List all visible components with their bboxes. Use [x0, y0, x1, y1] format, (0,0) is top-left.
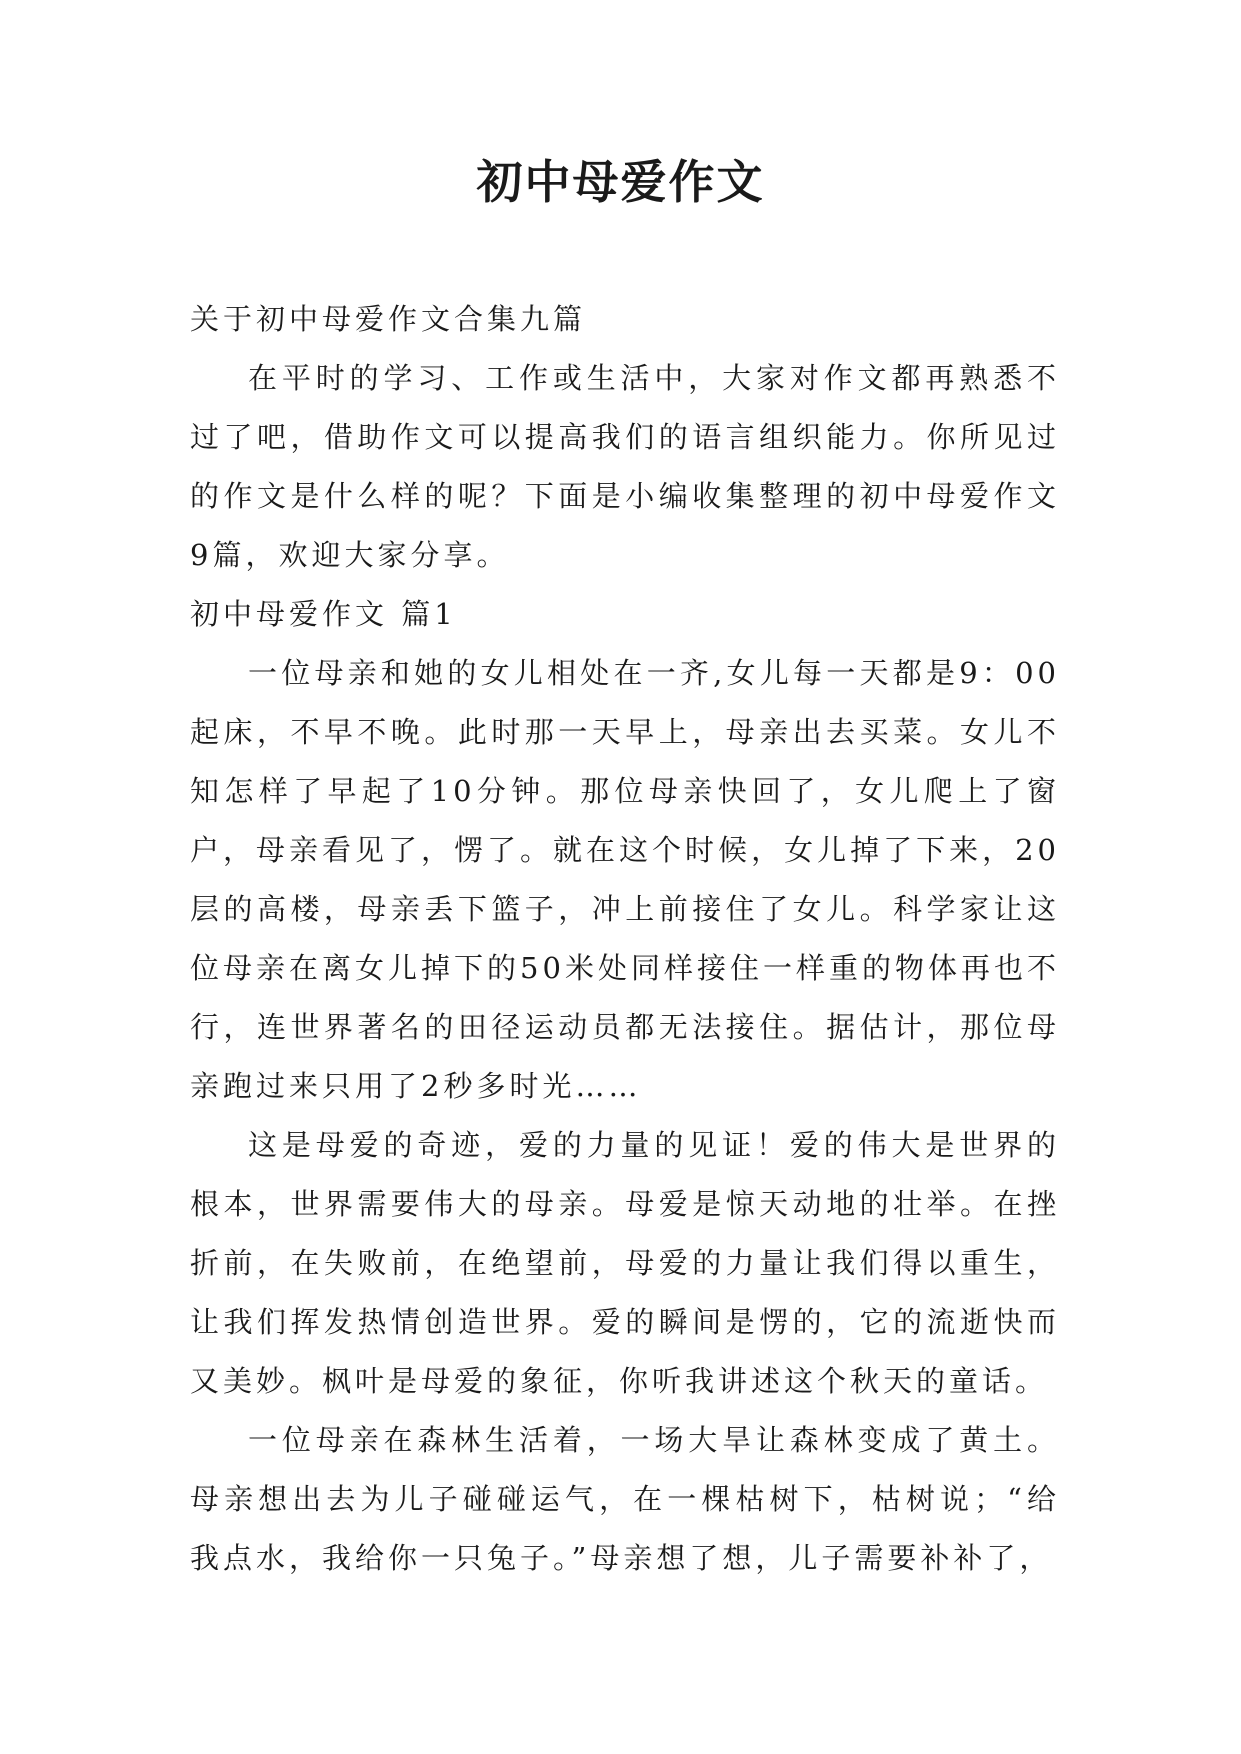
- intro-paragraph: 在平时的学习、工作或生活中，大家对作文都再熟悉不过了吧，借助作文可以提高我们的语言组织能力。你所见过的作文是什么样的呢？下面是小编收集整理的初中母爱作文9篇，欢迎大家分享。: [190, 361, 1060, 572]
- body-paragraph-1: 一位母亲和她的女儿相处在一齐,女儿每一天都是9：00起床，不早不晚。此时那一天早上，母亲出去买菜。女儿不知怎样了早起了10分钟。那位母亲快回了，女儿爬上了窗户，母亲看见了，愣了。就在这个时候，女儿掉了下来，20层的高楼，母亲丢下篮子，冲上前接住了女儿。科学家让这位母亲在离女儿掉下的50米处同样接住一样重的物体再也不行，连世界著名的田径运动员都无法接住。据估计，那位母亲跑过来只用了2秒多时光……: [190, 656, 1060, 1103]
- body-paragraph-3: 一位母亲在森林生活着，一场大旱让森林变成了黄土。母亲想出去为儿子碰碰运气，在一棵枯树下，枯树说；“给我点水，我给你一只兔子。”母亲想了想，儿子需要补补了，: [190, 1423, 1060, 1575]
- body-paragraph-2: 这是母爱的奇迹，爱的力量的见证！爱的伟大是世界的根本，世界需要伟大的母亲。母爱是惊天动地的壮举。在挫折前，在失败前，在绝望前，母爱的力量让我们得以重生，让我们挥发热情创造世界。爱的瞬间是愣的，它的流逝快而又美妙。枫叶是母爱的象征，你听我讲述这个秋天的童话。: [190, 1128, 1060, 1398]
- document-body: [190, 290, 1060, 1588]
- subtitle: 关于初中母爱作文合集九篇: [190, 302, 587, 336]
- document-title: 初中母爱作文: [476, 155, 765, 209]
- section-heading: 初中母爱作文 篇1: [190, 597, 457, 631]
